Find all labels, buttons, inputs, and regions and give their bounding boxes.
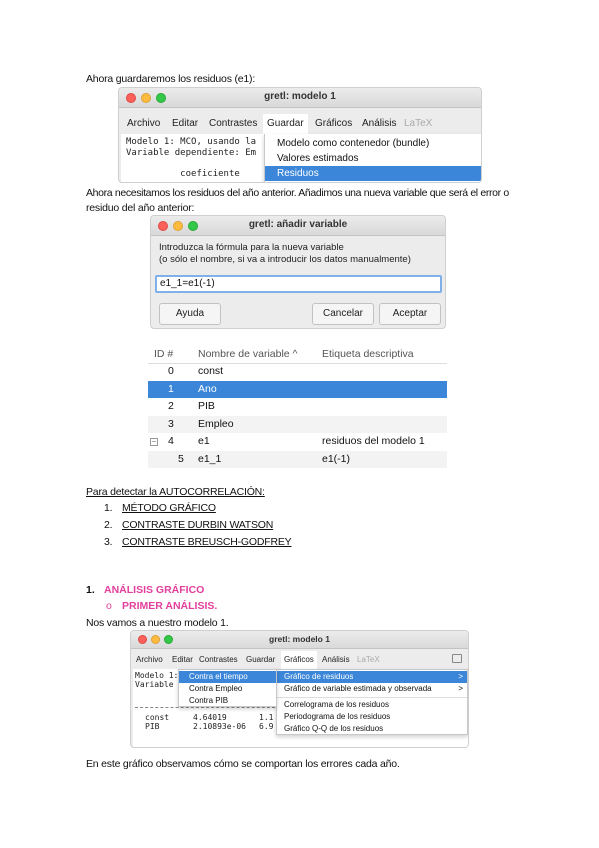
menu-item-residual-plot[interactable] xyxy=(277,671,467,683)
menu-item-against-time[interactable]: Contra el tiempo xyxy=(179,671,276,683)
paragraph-lag-residual: Ahora necesitamos los residuos del año anterior. Añadimos una nueva variable que será el error o xyxy=(86,187,509,199)
coef-name: const xyxy=(145,713,170,722)
row-id: 0 xyxy=(168,365,174,377)
menu-archivo[interactable]: Archivo xyxy=(127,118,161,129)
accept-button[interactable]: Aceptar xyxy=(379,303,441,325)
header-label[interactable]: Etiqueta descriptiva xyxy=(322,348,414,360)
row-name: Empleo xyxy=(198,417,234,430)
paragraph-lag-residual-cont: residuo del año anterior: xyxy=(86,202,195,214)
menu-graficos[interactable]: Gráficos xyxy=(315,118,353,129)
coef-trail: 6.9 xyxy=(259,722,274,731)
list-item-breusch-godfrey: CONTRASTE BREUSCH-GODFREY xyxy=(122,536,292,548)
window-options-icon[interactable] xyxy=(452,654,462,663)
output-line: coeficiente xyxy=(126,169,240,179)
menu-item-bundle[interactable]: Modelo como contenedor (bundle) xyxy=(277,138,430,149)
menu-guardar[interactable]: Guardar xyxy=(263,114,308,134)
list-item-durbin-watson: CONTRASTE DURBIN WATSON xyxy=(122,519,274,531)
menu-analisis[interactable]: Análisis xyxy=(322,655,350,664)
section-number: 1. xyxy=(86,584,95,596)
row-id: 4 xyxy=(168,435,174,447)
gretl-model-window-graphs xyxy=(130,630,469,748)
row-id: 2 xyxy=(168,400,174,412)
table-row[interactable] xyxy=(148,398,447,416)
menu-analisis[interactable]: Análisis xyxy=(362,118,397,129)
menu-contrastes[interactable]: Contrastes xyxy=(199,655,238,664)
dialog-title: gretl: añadir variable xyxy=(248,219,348,230)
dialog-prompt-line2: (o sólo el nombre, si va a introducir los datos manualmente) xyxy=(159,254,411,265)
window-title: gretl: modelo 1 xyxy=(264,91,336,102)
menu-bar xyxy=(131,651,468,671)
guardar-dropdown xyxy=(264,134,482,183)
window-title: gretl: modelo 1 xyxy=(269,634,330,644)
row-id: 3 xyxy=(168,417,174,430)
help-button[interactable]: Ayuda xyxy=(159,303,221,325)
menu-item-periodogram[interactable]: Periodograma de los residuos xyxy=(284,712,391,721)
coef-trail: 1.1 xyxy=(259,713,274,722)
paragraph-graph-observation: En este gráfico observamos cómo se comportan los errores cada año. xyxy=(86,758,400,770)
menu-item-label: Gráfico de residuos xyxy=(284,672,354,681)
row-id: 5 xyxy=(178,452,184,465)
collapse-toggle-icon[interactable]: − xyxy=(151,437,157,446)
residual-plot-submenu xyxy=(178,669,277,707)
menu-archivo[interactable]: Archivo xyxy=(136,655,163,664)
table-row[interactable] xyxy=(148,451,447,469)
row-id: 1 xyxy=(168,382,174,395)
output-line: Variable dependiente: Em xyxy=(126,148,257,158)
subsection-heading: PRIMER ANÁLISIS. xyxy=(122,600,218,612)
window-titlebar xyxy=(131,631,468,649)
subsection-bullet: o xyxy=(106,600,112,612)
menu-item-qq-plot[interactable]: Gráfico Q-Q de los residuos xyxy=(284,724,384,733)
header-name[interactable]: Nombre de variable ^ xyxy=(198,348,298,360)
submenu-arrow-icon: > xyxy=(458,672,463,681)
row-name: Ano xyxy=(198,382,217,395)
table-row[interactable] xyxy=(148,363,447,381)
graficos-dropdown xyxy=(276,669,468,735)
cancel-button[interactable]: Cancelar xyxy=(312,303,374,325)
menu-editar[interactable]: Editar xyxy=(172,655,193,664)
menu-latex[interactable]: LaTeX xyxy=(404,118,433,129)
add-variable-dialog xyxy=(150,215,446,329)
coef-name: PIB xyxy=(145,722,160,731)
dialog-titlebar xyxy=(151,216,445,236)
output-line: Modelo 1: MCO, usando la xyxy=(126,137,257,147)
output-line: Variable xyxy=(135,680,174,689)
menu-item-against-pib[interactable]: Contra PIB xyxy=(189,696,229,705)
list-number: 1. xyxy=(104,502,113,514)
row-name: PIB xyxy=(198,400,215,412)
formula-input[interactable]: e1_1=e1(-1) xyxy=(155,275,442,293)
output-separator xyxy=(135,707,275,708)
row-label: residuos del modelo 1 xyxy=(322,435,425,447)
table-header xyxy=(148,344,447,364)
menu-separator xyxy=(277,697,467,698)
row-name: const xyxy=(198,365,224,377)
menu-item-residuals[interactable]: Residuos xyxy=(265,166,481,181)
menu-bar xyxy=(119,114,481,134)
coef-value: 2.10893e-06 xyxy=(193,722,246,731)
output-line: Modelo 1: xyxy=(135,671,179,680)
gretl-model-window xyxy=(118,87,482,183)
table-row[interactable] xyxy=(148,416,447,434)
submenu-arrow-icon: > xyxy=(458,684,463,693)
dialog-prompt-line1: Introduzca la fórmula para la nueva variable xyxy=(159,242,344,253)
menu-item-fitted-values[interactable]: Valores estimados xyxy=(277,153,359,164)
menu-guardar[interactable]: Guardar xyxy=(246,655,276,664)
menu-item-against-empleo[interactable]: Contra Empleo xyxy=(189,684,243,693)
table-row-selected[interactable] xyxy=(148,381,447,399)
menu-item-correlogram[interactable]: Correlograma de los residuos xyxy=(284,700,389,709)
paragraph-go-to-model: Nos vamos a nuestro modelo 1. xyxy=(86,617,229,629)
variables-table xyxy=(148,344,447,468)
row-name: e1 xyxy=(198,435,210,447)
paragraph-save-residuals: Ahora guardaremos los residuos (e1): xyxy=(86,73,256,85)
coef-value: 4.64019 xyxy=(193,713,227,722)
section-heading: ANÁLISIS GRÁFICO xyxy=(104,584,205,596)
menu-latex[interactable]: LaTeX xyxy=(357,655,380,664)
menu-item-fitted-observed[interactable] xyxy=(277,683,467,695)
window-titlebar xyxy=(119,88,481,108)
list-item-metodo-grafico: MÉTODO GRÁFICO xyxy=(122,502,216,514)
menu-editar[interactable]: Editar xyxy=(172,118,199,129)
table-row[interactable] xyxy=(148,433,447,451)
header-id[interactable]: ID # xyxy=(154,348,174,360)
menu-contrastes[interactable]: Contrastes xyxy=(209,118,258,129)
list-number: 2. xyxy=(104,519,113,531)
list-number: 3. xyxy=(104,536,113,548)
row-name: e1_1 xyxy=(198,452,222,465)
autocorrelation-title: Para detectar la AUTOCORRELACIÓN: xyxy=(86,486,265,498)
menu-item-label: Gráfico de variable estimada y observada xyxy=(284,684,432,693)
menu-graficos[interactable]: Gráficos xyxy=(281,651,317,671)
row-label: e1(-1) xyxy=(322,452,351,465)
